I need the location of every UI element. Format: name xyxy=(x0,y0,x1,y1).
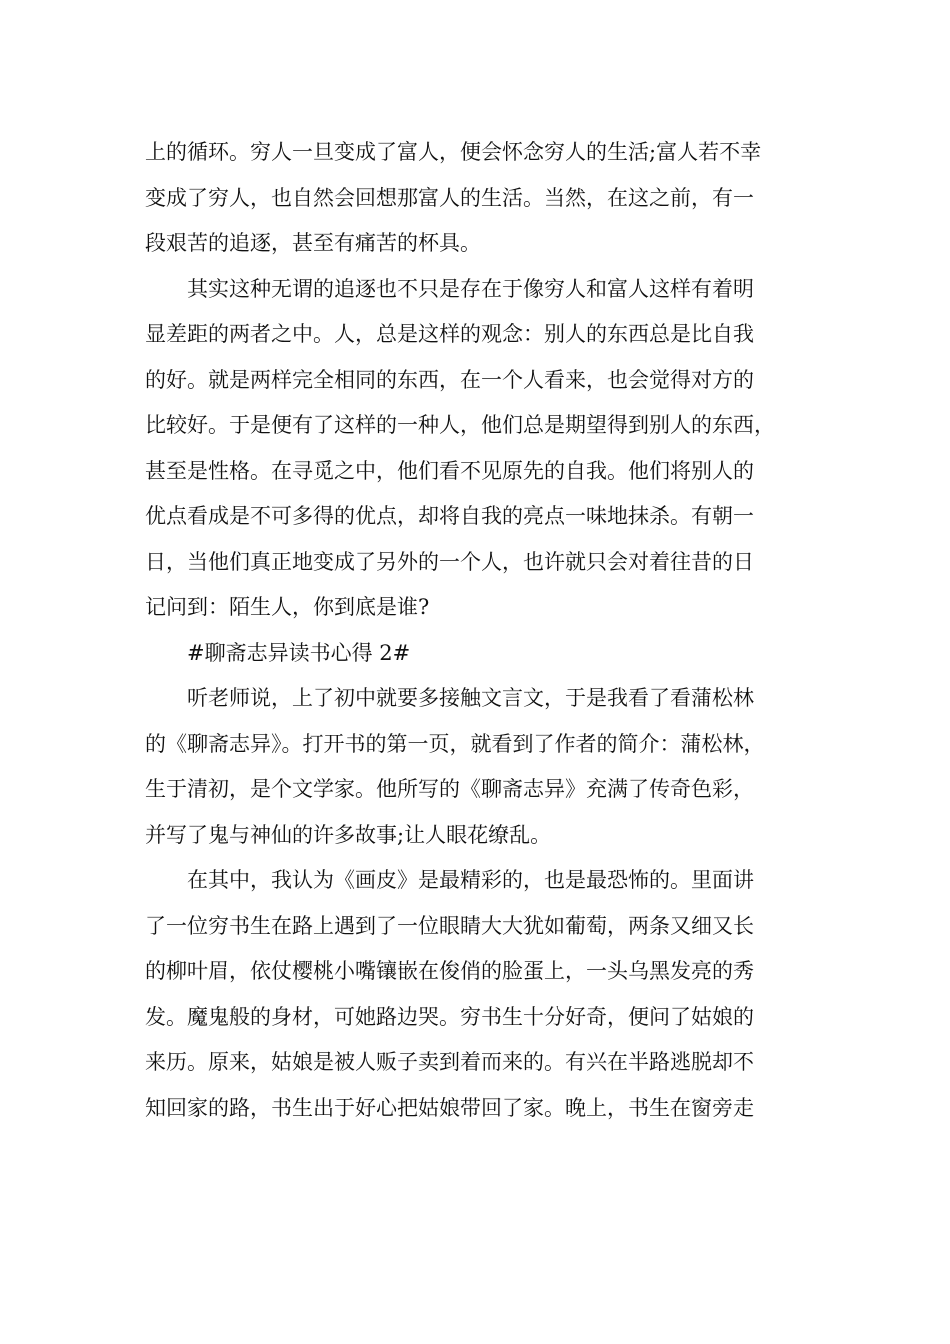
section-heading xyxy=(145,631,815,677)
text-line: 发。魔鬼般的身材，可她路边哭。穷书生十分好奇，便问了姑娘的 xyxy=(145,1004,754,1029)
text-line: 生于清初，是个文学家。他所写的《聊斋志异》充满了传奇色彩， xyxy=(145,777,754,801)
text-line: 并写了鬼与神仙的许多故事;让人眼花缭乱。 xyxy=(145,822,552,847)
paragraph-3 xyxy=(145,676,815,858)
paragraph-4 xyxy=(145,858,815,1131)
text-line: 知回家的路，书生出于好心把姑娘带回了家。晚上，书生在窗旁走 xyxy=(145,1095,754,1120)
text-line: 了一位穷书生在路上遇到了一位眼睛大大犹如葡萄，两条又细又长 xyxy=(145,913,754,938)
text-line: 来历。原来，姑娘是被人贩子卖到着而来的。有兴在半路逃脱却不 xyxy=(145,1050,754,1074)
text-line: 记问到：陌生人，你到底是谁? xyxy=(145,595,430,619)
text-line: 听老师说，上了初中就要多接触文言文，于是我看了看蒲松林 xyxy=(187,686,754,710)
text-line: 的好。就是两样完全相同的东西，在一个人看来，也会觉得对方的 xyxy=(145,367,754,392)
text-line: 段艰苦的追逐，甚至有痛苦的杯具。 xyxy=(145,231,481,255)
text-line: 比较好。于是便有了这样的一种人，他们总是期望得到别人的东西， xyxy=(145,413,775,437)
text-line: 甚至是性格。在寻觅之中，他们看不见原先的自我。他们将别人的 xyxy=(145,458,754,483)
text-line: 显差距的两者之中。人，总是这样的观念：别人的东西总是比自我 xyxy=(145,322,754,346)
text-line: 日，当他们真正地变成了另外的一个人，也许就只会对着往昔的日 xyxy=(145,549,754,574)
paragraph-1 xyxy=(145,130,815,267)
text-line: 上的循环。穷人一旦变成了富人，便会怀念穷人的生活;富人若不幸 xyxy=(145,140,762,164)
text-line: 其实这种无谓的追逐也不只是存在于像穷人和富人这样有着明 xyxy=(187,276,754,301)
heading-line: #聊斋志异读书心得 2# xyxy=(187,640,411,665)
text-line: 在其中，我认为《画皮》是最精彩的，也是最恐怖的。里面讲 xyxy=(187,868,754,892)
text-line: 变成了穷人，也自然会回想那富人的生活。当然，在这之前，有一 xyxy=(145,185,754,210)
text-line: 的柳叶眉，依仗樱桃小嘴镶嵌在俊俏的脸蛋上，一头乌黑发亮的秀 xyxy=(145,959,754,983)
paragraph-2 xyxy=(145,267,815,631)
document-body xyxy=(145,130,815,1131)
text-line: 的《聊斋志异》。打开书的第一页，就看到了作者的简介：蒲松林， xyxy=(145,731,765,756)
text-line: 优点看成是不可多得的优点，却将自我的亮点一味地抹杀。有朝一 xyxy=(145,504,754,528)
